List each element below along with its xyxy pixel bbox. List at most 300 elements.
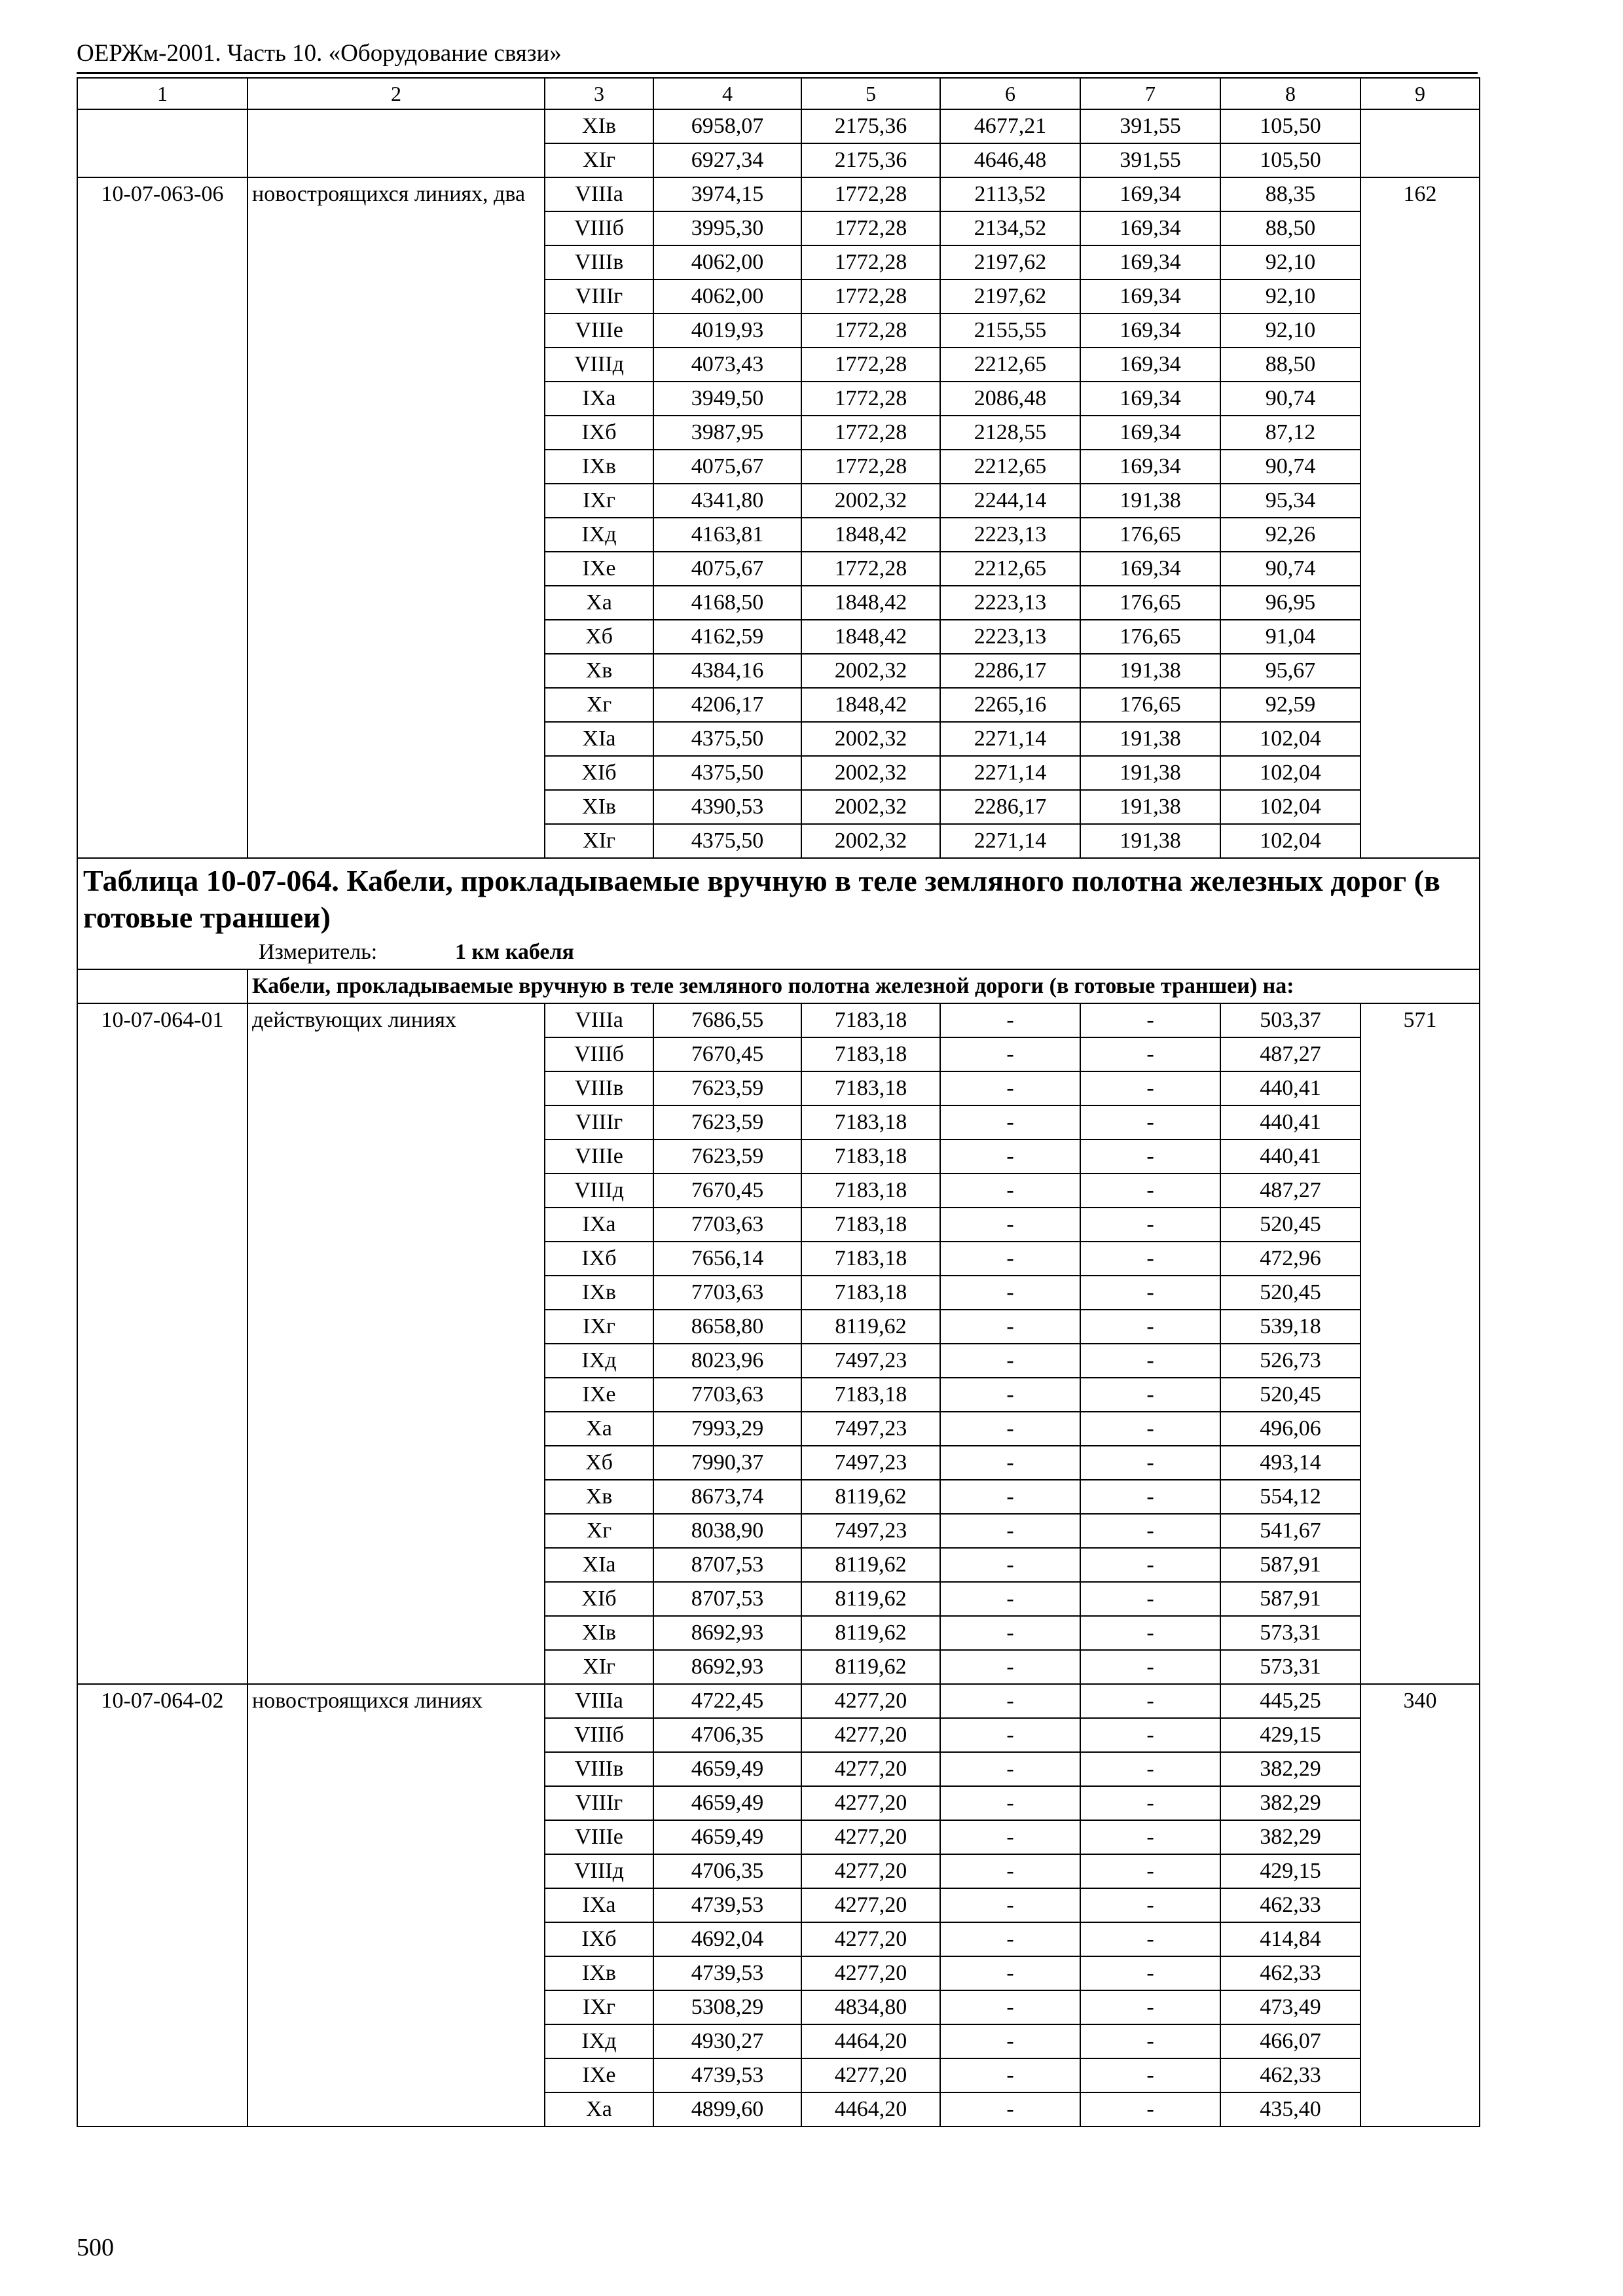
table-cell: - [1080, 2024, 1220, 2058]
table-cell: 2002,32 [801, 654, 940, 688]
table-cell: 7703,63 [653, 1208, 801, 1242]
table-cell: 4384,16 [653, 654, 801, 688]
table-cell: 4277,20 [801, 2058, 940, 2092]
table-cell: - [940, 1820, 1080, 1854]
table-cell: - [1080, 1548, 1220, 1582]
table-cell: 91,04 [1220, 620, 1360, 654]
table-cell: 88,50 [1220, 348, 1360, 382]
table-cell: 7497,23 [801, 1514, 940, 1548]
table-cell: 4692,04 [653, 1922, 801, 1956]
table-cell: XIг [545, 1650, 653, 1684]
header-rule [77, 72, 1478, 74]
table-cell: XIг [545, 143, 653, 177]
table-cell: - [940, 1922, 1080, 1956]
table-cell: 382,29 [1220, 1786, 1360, 1820]
table-cell: 4341,80 [653, 484, 801, 518]
table-cell: 90,74 [1220, 552, 1360, 586]
table-cell: 587,91 [1220, 1582, 1360, 1616]
table-cell: - [1080, 1412, 1220, 1446]
table-cell: 7183,18 [801, 1037, 940, 1071]
table-cell: 4375,50 [653, 722, 801, 756]
table-cell: - [940, 1174, 1080, 1208]
table-cell: - [1080, 1378, 1220, 1412]
subheader-blank-cell [77, 969, 247, 1003]
table-cell: - [1080, 1922, 1220, 1956]
table-cell: 4062,00 [653, 279, 801, 314]
table-cell: 4162,59 [653, 620, 801, 654]
table-cell: 4722,45 [653, 1684, 801, 1718]
table-cell: 4834,80 [801, 1990, 940, 2024]
column-number: 3 [545, 78, 653, 109]
table-cell: VIIIд [545, 1854, 653, 1888]
table-cell: 169,34 [1080, 450, 1220, 484]
table-cell: 7497,23 [801, 1412, 940, 1446]
table-cell: 1772,28 [801, 450, 940, 484]
table-cell: 4464,20 [801, 2024, 940, 2058]
table-cell: 176,65 [1080, 620, 1220, 654]
table-cell: IXе [545, 2058, 653, 2092]
table-cell: 90,74 [1220, 450, 1360, 484]
table-cell: Xа [545, 586, 653, 620]
table-cell: 2223,13 [940, 586, 1080, 620]
table-cell: Xа [545, 1412, 653, 1446]
table-cell: XIв [545, 109, 653, 143]
table-cell: 169,34 [1080, 211, 1220, 245]
table-cell: 176,65 [1080, 688, 1220, 722]
table-cell: 2212,65 [940, 450, 1080, 484]
table-cell: 7993,29 [653, 1412, 801, 1446]
table-cell: 2134,52 [940, 211, 1080, 245]
table-cell: 1772,28 [801, 314, 940, 348]
table-cell: Xг [545, 1514, 653, 1548]
table-cell: 2197,62 [940, 279, 1080, 314]
table-cell: 462,33 [1220, 1956, 1360, 1990]
column-number: 9 [1360, 78, 1480, 109]
table-cell: 587,91 [1220, 1548, 1360, 1582]
table-cell: 462,33 [1220, 2058, 1360, 2092]
table-cell: 1772,28 [801, 348, 940, 382]
table-cell: IXа [545, 382, 653, 416]
table-cell: - [1080, 1208, 1220, 1242]
table-cell: 429,15 [1220, 1718, 1360, 1752]
table-cell: - [1080, 1174, 1220, 1208]
table-cell: 573,31 [1220, 1650, 1360, 1684]
table-cell: 8119,62 [801, 1548, 940, 1582]
table-row [77, 109, 1480, 143]
table-cell: 169,34 [1080, 552, 1220, 586]
table-cell: 8707,53 [653, 1548, 801, 1582]
table-cell: VIIIа [545, 1003, 653, 1037]
table-cell: 2271,14 [940, 824, 1080, 858]
measure-label: Измеритель: [259, 940, 378, 964]
table-cell: - [1080, 1888, 1220, 1922]
table-cell: XIб [545, 756, 653, 790]
table-cell: 4019,93 [653, 314, 801, 348]
table-cell: 382,29 [1220, 1820, 1360, 1854]
table-cell: Xв [545, 654, 653, 688]
table-cell: VIIIд [545, 348, 653, 382]
table-cell: 4075,67 [653, 450, 801, 484]
table-cell: 520,45 [1220, 1276, 1360, 1310]
table-cell: 493,14 [1220, 1446, 1360, 1480]
table-cell: - [1080, 1003, 1220, 1037]
column-number-row [77, 78, 1480, 109]
table-cell: 466,07 [1220, 2024, 1360, 2058]
table-cell: - [1080, 1956, 1220, 1990]
table-cell: 2155,55 [940, 314, 1080, 348]
table-cell: 7183,18 [801, 1139, 940, 1174]
work-description-cell [247, 109, 545, 177]
table-cell: 435,40 [1220, 2092, 1360, 2126]
table-cell: Xа [545, 2092, 653, 2126]
table-cell: VIIIв [545, 1752, 653, 1786]
table-cell: - [1080, 1582, 1220, 1616]
table-cell: 4062,00 [653, 245, 801, 279]
table-cell: 191,38 [1080, 790, 1220, 824]
table-cell: 445,25 [1220, 1684, 1360, 1718]
table-cell: IXв [545, 1956, 653, 1990]
table-cell: 2175,36 [801, 143, 940, 177]
table-cell: 8119,62 [801, 1650, 940, 1684]
table-cell: 4277,20 [801, 1888, 940, 1922]
table-cell: 4659,49 [653, 1752, 801, 1786]
table-cell: 520,45 [1220, 1378, 1360, 1412]
table-cell: 2002,32 [801, 484, 940, 518]
table-cell: 4163,81 [653, 518, 801, 552]
table-cell: 4277,20 [801, 1956, 940, 1990]
table-cell: - [940, 1956, 1080, 1990]
table-cell: 6958,07 [653, 109, 801, 143]
table-cell: 2113,52 [940, 177, 1080, 211]
column-9-cell: 162 [1360, 177, 1480, 858]
rate-code-cell: 10-07-064-02 [77, 1684, 247, 2126]
table-cell: 2271,14 [940, 722, 1080, 756]
table-cell: - [1080, 1276, 1220, 1310]
table-cell: 7183,18 [801, 1105, 940, 1139]
table-cell: IXа [545, 1208, 653, 1242]
table-cell: VIIIе [545, 314, 653, 348]
table-cell: Xв [545, 1480, 653, 1514]
table-cell: - [940, 1718, 1080, 1752]
table-cell: 2286,17 [940, 790, 1080, 824]
table-cell: 526,73 [1220, 1344, 1360, 1378]
table-cell: 191,38 [1080, 824, 1220, 858]
table-cell: - [1080, 1037, 1220, 1071]
table-cell: IXг [545, 484, 653, 518]
table-cell: 7670,45 [653, 1174, 801, 1208]
column-number: 8 [1220, 78, 1360, 109]
table-cell: VIIIв [545, 1071, 653, 1105]
table-cell: 7497,23 [801, 1344, 940, 1378]
table-cell: XIв [545, 790, 653, 824]
table-cell: 487,27 [1220, 1037, 1360, 1071]
table-cell: - [1080, 1514, 1220, 1548]
table-cell: 4706,35 [653, 1718, 801, 1752]
table-cell: 8119,62 [801, 1616, 940, 1650]
table-cell: 2212,65 [940, 348, 1080, 382]
table-cell: IXб [545, 416, 653, 450]
table-cell: 3949,50 [653, 382, 801, 416]
table-cell: 176,65 [1080, 518, 1220, 552]
table-cell: 4277,20 [801, 1718, 940, 1752]
table-cell: - [1080, 1480, 1220, 1514]
table-cell: - [940, 1037, 1080, 1071]
table-cell: - [1080, 1820, 1220, 1854]
column-number: 6 [940, 78, 1080, 109]
table-cell: VIIIг [545, 279, 653, 314]
table-cell: 102,04 [1220, 756, 1360, 790]
page-header-title: ОЕРЖм-2001. Часть 10. «Оборудование связи» [77, 40, 562, 67]
table-cell: 7183,18 [801, 1378, 940, 1412]
table-cell: IXд [545, 518, 653, 552]
table-cell: 7656,14 [653, 1242, 801, 1276]
table-cell: 2197,62 [940, 245, 1080, 279]
rates-table [77, 77, 1480, 2127]
table-cell: - [940, 1684, 1080, 1718]
table-cell: 503,37 [1220, 1003, 1360, 1037]
table-cell: IXв [545, 450, 653, 484]
table-cell: 96,95 [1220, 586, 1360, 620]
table-cell: 191,38 [1080, 722, 1220, 756]
table-cell: VIIIб [545, 1037, 653, 1071]
section-subheader: Кабели, прокладываемые вручную в теле земляного полотна железной дороги (в готовые траншеи) на: [247, 969, 1480, 1003]
table-cell: 1772,28 [801, 245, 940, 279]
table-cell: VIIIе [545, 1820, 653, 1854]
table-cell: Xб [545, 1446, 653, 1480]
table-cell: 1772,28 [801, 211, 940, 245]
table-cell: 105,50 [1220, 109, 1360, 143]
table-cell: 1848,42 [801, 586, 940, 620]
table-cell: 4277,20 [801, 1820, 940, 1854]
table-cell: 2271,14 [940, 756, 1080, 790]
table-cell: - [940, 1480, 1080, 1514]
table-cell: - [940, 1139, 1080, 1174]
table-cell: 7497,23 [801, 1446, 940, 1480]
table-cell: 391,55 [1080, 109, 1220, 143]
table-cell: - [1080, 1854, 1220, 1888]
table-cell: VIIIа [545, 1684, 653, 1718]
table-cell: VIIIб [545, 211, 653, 245]
table-cell: 554,12 [1220, 1480, 1360, 1514]
table-cell: 8673,74 [653, 1480, 801, 1514]
table-cell: 105,50 [1220, 143, 1360, 177]
table-cell: 191,38 [1080, 484, 1220, 518]
table-cell: 4168,50 [653, 586, 801, 620]
work-description-cell: новостроящихся линиях [247, 1684, 545, 2126]
table-cell: 169,34 [1080, 348, 1220, 382]
table-cell: VIIIг [545, 1105, 653, 1139]
table-cell: IXд [545, 2024, 653, 2058]
column-number: 5 [801, 78, 940, 109]
table-cell: 1848,42 [801, 620, 940, 654]
table-cell: 4277,20 [801, 1922, 940, 1956]
table-cell: 88,35 [1220, 177, 1360, 211]
table-cell: VIIIв [545, 245, 653, 279]
table-cell: VIIIд [545, 1174, 653, 1208]
table-cell: XIа [545, 1548, 653, 1582]
table-cell: 7183,18 [801, 1071, 940, 1105]
table-cell: 541,67 [1220, 1514, 1360, 1548]
table-cell: 7623,59 [653, 1105, 801, 1139]
table-cell: 2002,32 [801, 790, 940, 824]
table-cell: VIIIе [545, 1139, 653, 1174]
table-cell: 1848,42 [801, 688, 940, 722]
table-cell: - [940, 1514, 1080, 1548]
table-cell: 7183,18 [801, 1242, 940, 1276]
table-cell: 5308,29 [653, 1990, 801, 2024]
rate-code-cell: 10-07-063-06 [77, 177, 247, 858]
table-cell: - [940, 1242, 1080, 1276]
table-cell: - [940, 1344, 1080, 1378]
table-cell: 7623,59 [653, 1071, 801, 1105]
table-cell: 440,41 [1220, 1105, 1360, 1139]
table-cell: 2223,13 [940, 620, 1080, 654]
table-cell: 4899,60 [653, 2092, 801, 2126]
table-cell: 382,29 [1220, 1752, 1360, 1786]
table-cell: 92,10 [1220, 279, 1360, 314]
rate-code-cell: 10-07-064-01 [77, 1003, 247, 1684]
table-cell: 1772,28 [801, 416, 940, 450]
table-cell: - [940, 2092, 1080, 2126]
table-title: Таблица 10-07-064. Кабели, прокладываемые вручную в теле земляного полотна железных дорог (в готовые траншеи) [83, 864, 1440, 934]
table-cell: 487,27 [1220, 1174, 1360, 1208]
table-cell: 1772,28 [801, 177, 940, 211]
table-cell: - [940, 2024, 1080, 2058]
table-cell: 169,34 [1080, 416, 1220, 450]
table-cell: 7183,18 [801, 1003, 940, 1037]
table-cell: 102,04 [1220, 824, 1360, 858]
table-cell: 3974,15 [653, 177, 801, 211]
table-cell: 8119,62 [801, 1310, 940, 1344]
table-cell: XIв [545, 1616, 653, 1650]
table-cell: - [1080, 1071, 1220, 1105]
table-cell: 95,34 [1220, 484, 1360, 518]
table-cell: - [940, 1276, 1080, 1310]
table-cell: - [1080, 1684, 1220, 1718]
table-cell: 4277,20 [801, 1684, 940, 1718]
rate-code-cell [77, 109, 247, 177]
table-cell: 8658,80 [653, 1310, 801, 1344]
table-cell: 3987,95 [653, 416, 801, 450]
table-row [77, 177, 1480, 211]
table-cell: - [940, 2058, 1080, 2092]
table-cell: - [1080, 1718, 1220, 1752]
table-cell: 169,34 [1080, 382, 1220, 416]
table-cell: IXб [545, 1242, 653, 1276]
table-cell: 473,49 [1220, 1990, 1360, 2024]
table-cell: 7670,45 [653, 1037, 801, 1071]
column-9-cell [1360, 109, 1480, 177]
table-cell: - [940, 1616, 1080, 1650]
table-cell: 169,34 [1080, 245, 1220, 279]
table-cell: 3995,30 [653, 211, 801, 245]
table-cell: 7703,63 [653, 1378, 801, 1412]
table-cell: 4706,35 [653, 1854, 801, 1888]
table-cell: - [940, 1786, 1080, 1820]
table-cell: 472,96 [1220, 1242, 1360, 1276]
table-cell: 191,38 [1080, 756, 1220, 790]
table-cell: 7623,59 [653, 1139, 801, 1174]
table-cell: - [1080, 1139, 1220, 1174]
table-cell: - [940, 1208, 1080, 1242]
table-cell: - [1080, 1786, 1220, 1820]
table-cell: 8692,93 [653, 1616, 801, 1650]
table-cell: - [1080, 1242, 1220, 1276]
table-cell: 4075,67 [653, 552, 801, 586]
table-cell: 102,04 [1220, 790, 1360, 824]
table-cell: 92,10 [1220, 245, 1360, 279]
table-cell: - [1080, 1105, 1220, 1139]
table-cell: 539,18 [1220, 1310, 1360, 1344]
table-cell: 4739,53 [653, 1888, 801, 1922]
table-cell: 4277,20 [801, 1752, 940, 1786]
table-cell: - [940, 1003, 1080, 1037]
table-cell: - [940, 1752, 1080, 1786]
table-cell: 169,34 [1080, 279, 1220, 314]
table-cell: - [940, 1990, 1080, 2024]
table-cell: 4277,20 [801, 1854, 940, 1888]
table-row [77, 1684, 1480, 1718]
work-description-cell: действующих линиях [247, 1003, 545, 1684]
table-cell: XIб [545, 1582, 653, 1616]
column-number: 2 [247, 78, 545, 109]
table-cell: 4739,53 [653, 1956, 801, 1990]
table-cell: 4206,17 [653, 688, 801, 722]
table-cell: 88,50 [1220, 211, 1360, 245]
table-cell: 2086,48 [940, 382, 1080, 416]
table-cell: 496,06 [1220, 1412, 1360, 1446]
table-cell: - [1080, 1344, 1220, 1378]
table-cell: - [1080, 1990, 1220, 2024]
table-cell: IXе [545, 552, 653, 586]
table-cell: 1772,28 [801, 279, 940, 314]
table-title-cell [77, 858, 1480, 969]
table-row [77, 1003, 1480, 1037]
table-cell: 7703,63 [653, 1276, 801, 1310]
table-cell: - [940, 1446, 1080, 1480]
table-cell: 8707,53 [653, 1582, 801, 1616]
table-cell: IXа [545, 1888, 653, 1922]
table-cell: 1848,42 [801, 518, 940, 552]
table-cell: - [1080, 2058, 1220, 2092]
table-cell: IXв [545, 1276, 653, 1310]
table-cell: 176,65 [1080, 586, 1220, 620]
table-cell: XIг [545, 824, 653, 858]
table-cell: 4646,48 [940, 143, 1080, 177]
table-cell: 4930,27 [653, 2024, 801, 2058]
table-cell: XIа [545, 722, 653, 756]
table-cell: 102,04 [1220, 722, 1360, 756]
table-cell: 414,84 [1220, 1922, 1360, 1956]
table-cell: 8038,90 [653, 1514, 801, 1548]
table-cell: - [940, 1310, 1080, 1344]
table-cell: 8692,93 [653, 1650, 801, 1684]
page-number: 500 [77, 2234, 114, 2261]
table-cell: - [940, 1378, 1080, 1412]
table-cell: 440,41 [1220, 1071, 1360, 1105]
table-cell: IXг [545, 1990, 653, 2024]
table-cell: IXе [545, 1378, 653, 1412]
table-cell: 7686,55 [653, 1003, 801, 1037]
table-cell: - [940, 1412, 1080, 1446]
table-cell: 4390,53 [653, 790, 801, 824]
table-cell: 7990,37 [653, 1446, 801, 1480]
table-cell: 4464,20 [801, 2092, 940, 2126]
table-cell: 520,45 [1220, 1208, 1360, 1242]
column-number: 1 [77, 78, 247, 109]
table-cell: 2002,32 [801, 824, 940, 858]
column-9-cell: 571 [1360, 1003, 1480, 1684]
